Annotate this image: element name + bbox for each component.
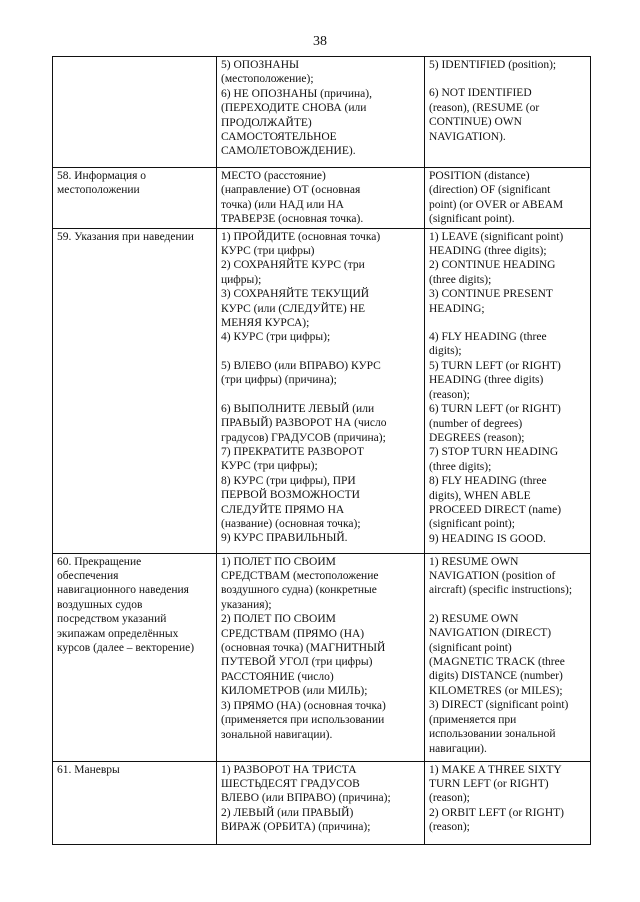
english-phrase-line: 2) ORBIT LEFT (or RIGHT) (429, 806, 565, 819)
english-phrase-line: (significant point). (429, 213, 515, 226)
english-phrase-line: PROCEED DIRECT (name) (429, 503, 562, 516)
english-phrase-line: 8) FLY HEADING (three (429, 475, 547, 488)
russian-phrase-line: СЛЕДУЙТЕ ПРЯМО НА (221, 503, 345, 516)
russian-phrase-line: 7) ПРЕКРАТИТЕ РАЗВОРОТ (221, 445, 364, 458)
russian-phrase-line: КУРС (или (СЛЕДУЙТЕ) НЕ (221, 302, 365, 315)
english-phrase-cell (425, 761, 591, 844)
russian-phrase-line: КУРС (три цифры) (221, 245, 315, 258)
russian-phrase-line: 5) ВЛЕВО (или ВПРАВО) КУРС (221, 359, 381, 372)
russian-phrase-line: ВИРАЖ (ОРБИТА) (причина); (221, 821, 371, 834)
russian-phrase-line: ПУТЕВОЙ УГОЛ (три цифры) (221, 656, 373, 669)
russian-phrase-line: КУРС (три цифры); (221, 460, 318, 473)
english-phrase-line: 6) TURN LEFT (or RIGHT) (429, 403, 561, 416)
section-label-line: 60. Прекращение (57, 555, 142, 568)
russian-phrase-line: цифры); (221, 273, 262, 286)
english-phrase-line: 6) NOT IDENTIFIED (429, 87, 532, 100)
section-label-cell (53, 57, 217, 168)
section-label-cell (53, 168, 217, 229)
english-phrase-line: 7) STOP TURN HEADING (429, 446, 559, 459)
russian-phrase-line: (местоположение); (221, 73, 314, 86)
english-phrase-line: digits), WHEN ABLE (429, 489, 531, 502)
section-label-line: 58. Информация о (57, 170, 147, 182)
english-phrase-line: HEADING (three digits); (429, 245, 547, 258)
english-phrase-line: (reason); (429, 388, 470, 401)
english-phrase-line: (reason); (429, 821, 470, 834)
russian-phrase-line: 9) КУРС ПРАВИЛЬНЫЙ. (221, 532, 348, 545)
russian-phrase-line: (применяется при использовании (221, 714, 385, 727)
russian-phrase-line: зональной навигации). (221, 728, 333, 741)
phraseology-table (52, 56, 591, 845)
english-phrase-line: NAVIGATION (DIRECT) (429, 627, 552, 640)
section-label-line: навигационного наведения (57, 584, 189, 597)
english-phrase-line: (применяется при (429, 713, 517, 726)
english-phrase-line: навигации). (429, 742, 487, 755)
english-phrase-line: (three digits); (429, 460, 492, 473)
russian-phrase-line: РАССТОЯНИЕ (число) (221, 670, 334, 683)
section-label-line: посредством указаний (57, 613, 167, 626)
english-phrase-line: 5) IDENTIFIED (position); (429, 59, 557, 71)
english-phrase-line: DEGREES (reason); (429, 431, 525, 444)
russian-phrase-line: КИЛОМЕТРОВ (или МИЛЬ); (221, 685, 368, 698)
english-phrase-line: HEADING (three digits) (429, 374, 544, 387)
russian-phrase-cell (217, 168, 425, 229)
section-label-line: 59. Указания при наведении (57, 230, 194, 243)
english-phrase-line: 1) RESUME OWN (429, 555, 519, 568)
russian-phrase-line: МЕСТО (расстояние) (221, 170, 326, 182)
table-row (53, 553, 591, 761)
english-phrase-line: 3) DIRECT (significant point) (429, 699, 569, 712)
russian-phrase-line: 1) ПОЛЕТ ПО СВОИМ (221, 555, 336, 568)
english-phrase-line: 9) HEADING IS GOOD. (429, 532, 546, 545)
section-label-line: 61. Маневры (57, 763, 120, 776)
russian-phrase-line: СРЕДСТВАМ (ПРЯМО (НА) (221, 627, 365, 640)
table-row (53, 761, 591, 844)
russian-phrase-line: САМОСТОЯТЕЛЬНОЕ (221, 131, 337, 144)
english-phrase-cell (425, 553, 591, 761)
english-phrase-line: (reason), (RESUME (or (429, 101, 540, 114)
russian-phrase-line: градусов) ГРАДУСОВ (причина); (221, 431, 386, 444)
russian-phrase-line: 5) ОПОЗНАНЫ (221, 59, 300, 71)
english-phrase-line: (significant point); (429, 518, 515, 531)
english-phrase-line: CONTINUE) OWN (429, 116, 522, 129)
english-phrase-line: (number of degrees) (429, 417, 523, 430)
russian-phrase-line: 6) НЕ ОПОЗНАНЫ (причина), (221, 87, 372, 100)
russian-phrase-line: (три цифры) (причина); (221, 374, 337, 387)
russian-phrase-line: (направление) ОТ (основная (221, 184, 361, 197)
english-phrase-line: 3) CONTINUE PRESENT (429, 288, 553, 301)
english-phrase-line: POSITION (distance) (429, 170, 530, 182)
russian-phrase-line: СРЕДСТВАМ (местоположение (221, 570, 379, 583)
section-label-cell (53, 553, 217, 761)
english-phrase-line: (MAGNETIC TRACK (three (429, 656, 565, 669)
english-phrase-line: (three digits); (429, 273, 492, 286)
russian-phrase-line: ВЛЕВО (или ВПРАВО) (причина); (221, 792, 391, 805)
russian-phrase-line: 8) КУРС (три цифры), ПРИ (221, 474, 356, 487)
english-phrase-line: aircraft) (specific instructions); (429, 584, 573, 597)
russian-phrase-cell (217, 761, 425, 844)
russian-phrase-line: 1) ПРОЙДИТЕ (основная точка) (221, 230, 381, 243)
russian-phrase-line: указания); (221, 598, 272, 611)
table-row (53, 168, 591, 229)
russian-phrase-line: ШЕСТЬДЕСЯТ ГРАДУСОВ (221, 778, 360, 791)
english-phrase-line: 1) MAKE A THREE SIXTY (429, 763, 562, 776)
russian-phrase-line: 2) ПОЛЕТ ПО СВОИМ (221, 613, 336, 626)
russian-phrase-line: САМОЛЕТОВОЖДЕНИЕ). (221, 145, 356, 158)
english-phrase-line: 2) RESUME OWN (429, 612, 519, 625)
russian-phrase-cell (217, 553, 425, 761)
english-phrase-line: (direction) OF (significant (429, 184, 551, 197)
paragraph-gap (429, 72, 586, 86)
russian-phrase-line: 3) ПРЯМО (НА) (основная точка) (221, 699, 386, 712)
section-label-cell (53, 228, 217, 553)
russian-phrase-line: ПРОДОЛЖАЙТЕ) (221, 116, 312, 129)
page-number: 38 (313, 34, 327, 49)
russian-phrase-line: МЕНЯЯ КУРСА); (221, 317, 310, 330)
section-label-line: воздушных судов (57, 598, 143, 611)
english-phrase-line: 5) TURN LEFT (or RIGHT) (429, 359, 561, 372)
english-phrase-line: NAVIGATION (position of (429, 570, 556, 583)
russian-phrase-line: 2) СОХРАНЯЙТЕ КУРС (три (221, 259, 365, 272)
english-phrase-line: KILOMETRES (or MILES); (429, 684, 563, 697)
russian-phrase-line: ТРАВЕРЗЕ (основная точка). (221, 213, 364, 226)
russian-phrase-cell (217, 57, 425, 168)
english-phrase-cell (425, 168, 591, 229)
paragraph-gap (429, 316, 586, 330)
paragraph-gap (221, 345, 420, 359)
english-phrase-line: digits); (429, 345, 462, 358)
paragraph-gap (221, 388, 420, 402)
russian-phrase-line: 6) ВЫПОЛНИТЕ ЛЕВЫЙ (или (221, 402, 375, 415)
russian-phrase-cell (217, 228, 425, 553)
russian-phrase-line: ПЕРВОЙ ВОЗМОЖНОСТИ (221, 489, 360, 502)
russian-phrase-line: 2) ЛЕВЫЙ (или ПРАВЫЙ) (221, 806, 354, 819)
section-label-line: обеспечения (57, 570, 119, 583)
english-phrase-line: использовании зональной (429, 728, 556, 741)
table-row (53, 228, 591, 553)
english-phrase-line: point) (or OVER or ABEAM (429, 198, 564, 211)
english-phrase-line: NAVIGATION). (429, 130, 506, 143)
section-label-line: местоположении (57, 184, 140, 197)
russian-phrase-line: 4) КУРС (три цифры); (221, 331, 331, 344)
section-label-line: экипажам определённых (57, 627, 179, 640)
english-phrase-line: digits) DISTANCE (number) (429, 670, 563, 683)
section-label-line: курсов (далее – векторение) (57, 642, 195, 655)
paragraph-gap (429, 598, 586, 612)
english-phrase-line: TURN LEFT (or RIGHT) (429, 778, 549, 791)
english-phrase-line: (reason); (429, 792, 470, 805)
russian-phrase-line: точка) (или НАД или НА (221, 198, 344, 211)
english-phrase-cell (425, 57, 591, 168)
russian-phrase-line: ПРАВЫЙ) РАЗВОРОТ НА (число (221, 417, 387, 430)
russian-phrase-line: воздушного судна) (конкретные (221, 584, 377, 597)
section-label-cell (53, 761, 217, 844)
english-phrase-line: 1) LEAVE (significant point) (429, 230, 564, 243)
english-phrase-line: 2) CONTINUE HEADING (429, 259, 556, 272)
english-phrase-line: 4) FLY HEADING (three (429, 331, 547, 344)
russian-phrase-line: (основная точка) (МАГНИТНЫЙ (221, 642, 386, 655)
english-phrase-cell (425, 228, 591, 553)
english-phrase-line: (significant point) (429, 641, 512, 654)
english-phrase-line: HEADING; (429, 302, 485, 315)
russian-phrase-line: (название) (основная точка); (221, 517, 361, 530)
russian-phrase-line: 1) РАЗВОРОТ НА ТРИСТА (221, 763, 357, 776)
table-row (53, 57, 591, 168)
russian-phrase-line: 3) СОХРАНЯЙТЕ ТЕКУЩИЙ (221, 288, 370, 301)
russian-phrase-line: (ПЕРЕХОДИТЕ СНОВА (или (221, 102, 367, 115)
